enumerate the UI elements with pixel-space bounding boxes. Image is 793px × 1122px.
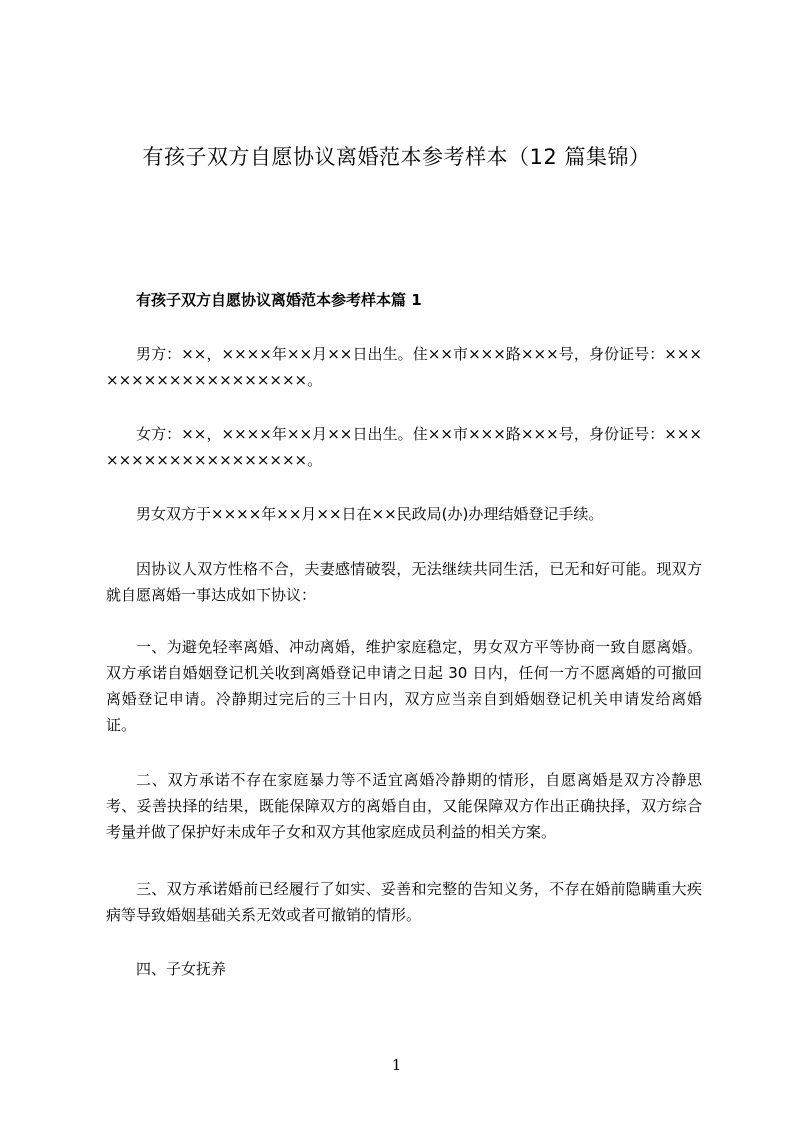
paragraph-divorce-reason: 因协议人双方性格不合，夫妻感情破裂，无法继续共同生活，已无和好可能。现双方就自愿离婚一事达成如下协议： <box>106 560 702 604</box>
paragraph-female-party: 女方：××，××××年××月××日出生。住××市×××路×××号，身份证号：×××××××××××××××××××。 <box>106 425 702 469</box>
paragraph-clause-four-heading: 四、子女抚养 <box>136 960 227 978</box>
paragraph-marriage-registration: 男女双方于××××年××月××日在××民政局(办)办理结婚登记手续。 <box>136 505 604 523</box>
paragraph-male-party: 男方：××，××××年××月××日出生。住××市×××路×××号，身份证号：×××××××××××××××××××。 <box>106 345 702 389</box>
page-number: 1 <box>391 1056 402 1074</box>
section-heading: 有孩子双方自愿协议离婚范本参考样本篇 1 <box>136 291 422 309</box>
paragraph-clause-three: 三、双方承诺婚前已经履行了如实、妥善和完整的告知义务，不存在婚前隐瞒重大疾病等导致婚姻基础关系无效或者可撤销的情形。 <box>106 880 702 924</box>
document-title: 有孩子双方自愿协议离婚范本参考样本（12 篇集锦） <box>142 145 651 169</box>
paragraph-clause-two: 二、双方承诺不存在家庭暴力等不适宜离婚冷静期的情形，自愿离婚是双方冷静思考、妥善抉择的结果，既能保障双方的离婚自由，又能保障双方作出正确抉择，双方综合考量并做了保护好未成年子女和双方其他家庭成员利益的相关方案。 <box>106 771 702 841</box>
paragraph-clause-one: 一、为避免轻率离婚、冲动离婚，维护家庭稳定，男女双方平等协商一致自愿离婚。双方承诺自婚姻登记机关收到离婚登记申请之日起 30 日内，任何一方不愿离婚的可撤回离婚登记申请。冷静期过完后的三十日内，双方应当亲自到婚姻登记机关申请发给离婚证。 <box>106 638 702 734</box>
